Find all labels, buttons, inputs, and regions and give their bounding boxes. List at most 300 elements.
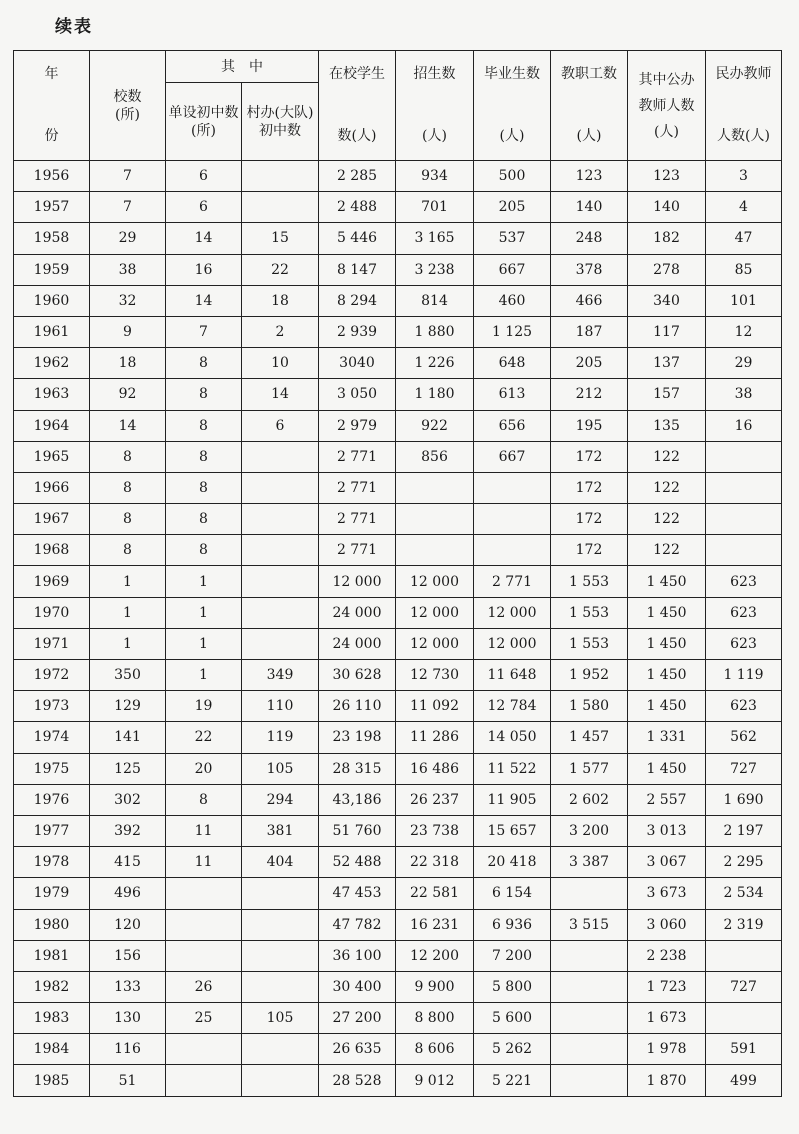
cell-village-junior: 6 (242, 410, 319, 441)
cell-year: 1981 (14, 940, 90, 971)
cell-enrollment: 23 738 (396, 815, 474, 846)
cell-single-junior: 1 (166, 597, 242, 628)
header-schools-line1: 校数 (113, 88, 142, 105)
cell-year: 1966 (14, 472, 90, 503)
cell-single-junior: 8 (166, 441, 242, 472)
header-grads (474, 51, 551, 161)
cell-village-junior: 18 (242, 285, 319, 316)
cell-enrollment: 814 (396, 285, 474, 316)
cell-enrollment: 701 (396, 192, 474, 223)
header-schools-line2: (所) (115, 106, 140, 123)
cell-year: 1963 (14, 379, 90, 410)
cell-staff: 172 (551, 535, 628, 566)
cell-enrollment: 922 (396, 410, 474, 441)
cell-village-junior: 110 (242, 691, 319, 722)
cell-schools: 14 (90, 410, 166, 441)
cell-single-junior: 19 (166, 691, 242, 722)
cell-private-teachers: 2 197 (706, 815, 782, 846)
cell-private-teachers: 1 119 (706, 660, 782, 691)
cell-village-junior: 10 (242, 348, 319, 379)
cell-students: 27 200 (319, 1003, 396, 1034)
cell-single-junior: 6 (166, 192, 242, 223)
cell-year: 1957 (14, 192, 90, 223)
cell-schools: 32 (90, 285, 166, 316)
cell-single-junior (166, 940, 242, 971)
cell-single-junior (166, 909, 242, 940)
cell-graduates: 460 (474, 285, 551, 316)
cell-students: 8 147 (319, 254, 396, 285)
cell-graduates: 537 (474, 223, 551, 254)
cell-schools: 350 (90, 660, 166, 691)
cell-staff: 378 (551, 254, 628, 285)
cell-village-junior (242, 441, 319, 472)
cell-students: 3 050 (319, 379, 396, 410)
cell-public-teachers: 340 (628, 285, 706, 316)
cell-private-teachers: 38 (706, 379, 782, 410)
cell-staff: 1 457 (551, 722, 628, 753)
cell-private-teachers: 623 (706, 691, 782, 722)
cell-single-junior: 8 (166, 410, 242, 441)
cell-staff: 1 553 (551, 628, 628, 659)
cell-single-junior: 11 (166, 815, 242, 846)
cell-private-teachers: 2 534 (706, 878, 782, 909)
cell-public-teachers: 3 673 (628, 878, 706, 909)
cell-year: 1984 (14, 1034, 90, 1065)
cell-graduates: 15 657 (474, 815, 551, 846)
cell-public-teachers: 122 (628, 504, 706, 535)
cell-public-teachers: 135 (628, 410, 706, 441)
cell-year: 1959 (14, 254, 90, 285)
cell-staff: 205 (551, 348, 628, 379)
cell-private-teachers: 4 (706, 192, 782, 223)
cell-private-teachers (706, 940, 782, 971)
cell-enrollment: 11 092 (396, 691, 474, 722)
cell-staff: 248 (551, 223, 628, 254)
cell-staff (551, 878, 628, 909)
table-row (14, 161, 782, 192)
cell-schools: 29 (90, 223, 166, 254)
cell-schools: 302 (90, 784, 166, 815)
cell-single-junior: 1 (166, 660, 242, 691)
cell-public-teachers: 1 450 (628, 691, 706, 722)
cell-students: 12 000 (319, 566, 396, 597)
cell-private-teachers: 562 (706, 722, 782, 753)
cell-enrollment: 1 880 (396, 316, 474, 347)
table-row (14, 410, 782, 441)
cell-village-junior (242, 878, 319, 909)
cell-public-teachers: 1 450 (628, 753, 706, 784)
cell-graduates: 613 (474, 379, 551, 410)
cell-village-junior (242, 909, 319, 940)
header-grads-line2: (人) (499, 127, 525, 144)
cell-enrollment: 26 237 (396, 784, 474, 815)
cell-single-junior: 1 (166, 628, 242, 659)
header-private-line2: 人数(人) (717, 127, 770, 144)
cell-private-teachers: 727 (706, 753, 782, 784)
table-row (14, 348, 782, 379)
cell-staff (551, 940, 628, 971)
cell-enrollment (396, 535, 474, 566)
table-row (14, 566, 782, 597)
header-public-line3: (人) (654, 123, 679, 140)
header-staff (551, 51, 628, 161)
cell-year: 1972 (14, 660, 90, 691)
table-row (14, 753, 782, 784)
cell-year: 1983 (14, 1003, 90, 1034)
table-row (14, 909, 782, 940)
cell-single-junior: 8 (166, 348, 242, 379)
cell-public-teachers: 1 673 (628, 1003, 706, 1034)
header-year-top: 年 (44, 65, 59, 82)
table-row (14, 971, 782, 1002)
cell-students: 3040 (319, 348, 396, 379)
cell-private-teachers: 2 319 (706, 909, 782, 940)
cell-public-teachers: 137 (628, 348, 706, 379)
cell-students: 52 488 (319, 847, 396, 878)
cell-single-junior (166, 1065, 242, 1096)
cell-enrollment: 856 (396, 441, 474, 472)
table-row (14, 628, 782, 659)
cell-graduates: 7 200 (474, 940, 551, 971)
cell-village-junior: 22 (242, 254, 319, 285)
cell-graduates: 667 (474, 441, 551, 472)
header-students (319, 51, 396, 161)
cell-schools: 1 (90, 628, 166, 659)
cell-public-teachers: 157 (628, 379, 706, 410)
cell-enrollment: 9 900 (396, 971, 474, 1002)
cell-public-teachers: 117 (628, 316, 706, 347)
table-row (14, 192, 782, 223)
cell-village-junior: 404 (242, 847, 319, 878)
cell-village-junior (242, 535, 319, 566)
cell-students: 2 939 (319, 316, 396, 347)
header-among: 其 中 (166, 51, 319, 83)
cell-students: 2 771 (319, 504, 396, 535)
cell-single-junior: 11 (166, 847, 242, 878)
cell-year: 1960 (14, 285, 90, 316)
table-row (14, 285, 782, 316)
cell-public-teachers: 1 331 (628, 722, 706, 753)
cell-village-junior (242, 504, 319, 535)
cell-staff: 172 (551, 504, 628, 535)
cell-private-teachers: 591 (706, 1034, 782, 1065)
cell-single-junior: 1 (166, 566, 242, 597)
cell-enrollment: 11 286 (396, 722, 474, 753)
cell-graduates: 20 418 (474, 847, 551, 878)
header-public-line2: 教师人数 (638, 97, 695, 114)
cell-single-junior: 8 (166, 379, 242, 410)
cell-students: 2 771 (319, 472, 396, 503)
table-caption: 续表 (55, 17, 93, 37)
cell-year: 1967 (14, 504, 90, 535)
cell-enrollment: 12 200 (396, 940, 474, 971)
table-row (14, 535, 782, 566)
table-row (14, 316, 782, 347)
cell-single-junior: 7 (166, 316, 242, 347)
cell-schools: 1 (90, 597, 166, 628)
cell-year: 1958 (14, 223, 90, 254)
cell-village-junior: 381 (242, 815, 319, 846)
cell-graduates: 12 000 (474, 597, 551, 628)
cell-year: 1980 (14, 909, 90, 940)
cell-graduates: 6 936 (474, 909, 551, 940)
cell-year: 1962 (14, 348, 90, 379)
cell-single-junior (166, 1034, 242, 1065)
cell-public-teachers: 122 (628, 472, 706, 503)
cell-graduates (474, 504, 551, 535)
cell-students: 26 635 (319, 1034, 396, 1065)
cell-village-junior: 294 (242, 784, 319, 815)
cell-public-teachers: 1 870 (628, 1065, 706, 1096)
cell-schools: 120 (90, 909, 166, 940)
cell-year: 1985 (14, 1065, 90, 1096)
cell-enrollment: 1 226 (396, 348, 474, 379)
cell-staff (551, 1034, 628, 1065)
cell-graduates: 2 771 (474, 566, 551, 597)
table-row (14, 441, 782, 472)
cell-schools: 130 (90, 1003, 166, 1034)
header-year (14, 51, 90, 161)
header-enroll (396, 51, 474, 161)
header-village-junior: 村办(大队)初中数 (242, 83, 319, 161)
cell-graduates: 11 905 (474, 784, 551, 815)
header-staff-line2: (人) (576, 127, 602, 144)
cell-single-junior: 22 (166, 722, 242, 753)
cell-enrollment: 12 000 (396, 597, 474, 628)
cell-graduates: 500 (474, 161, 551, 192)
cell-year: 1979 (14, 878, 90, 909)
cell-schools: 116 (90, 1034, 166, 1065)
cell-single-junior: 25 (166, 1003, 242, 1034)
cell-private-teachers: 29 (706, 348, 782, 379)
cell-schools: 8 (90, 504, 166, 535)
cell-private-teachers (706, 535, 782, 566)
cell-students: 2 488 (319, 192, 396, 223)
cell-public-teachers: 2 557 (628, 784, 706, 815)
cell-schools: 415 (90, 847, 166, 878)
cell-public-teachers: 3 067 (628, 847, 706, 878)
cell-schools: 125 (90, 753, 166, 784)
cell-enrollment: 8 800 (396, 1003, 474, 1034)
cell-private-teachers: 47 (706, 223, 782, 254)
cell-students: 47 453 (319, 878, 396, 909)
cell-private-teachers: 623 (706, 566, 782, 597)
cell-enrollment: 22 581 (396, 878, 474, 909)
cell-year: 1961 (14, 316, 90, 347)
cell-public-teachers: 1 723 (628, 971, 706, 1002)
table-row (14, 847, 782, 878)
cell-single-junior: 6 (166, 161, 242, 192)
cell-single-junior: 8 (166, 535, 242, 566)
cell-village-junior (242, 940, 319, 971)
cell-schools: 8 (90, 535, 166, 566)
cell-graduates: 6 154 (474, 878, 551, 909)
cell-staff: 195 (551, 410, 628, 441)
cell-village-junior: 105 (242, 1003, 319, 1034)
cell-enrollment: 3 238 (396, 254, 474, 285)
cell-staff (551, 971, 628, 1002)
cell-staff: 1 580 (551, 691, 628, 722)
cell-schools: 1 (90, 566, 166, 597)
cell-public-teachers: 182 (628, 223, 706, 254)
cell-schools: 92 (90, 379, 166, 410)
cell-students: 28 315 (319, 753, 396, 784)
cell-private-teachers: 2 295 (706, 847, 782, 878)
cell-graduates: 667 (474, 254, 551, 285)
table-row (14, 722, 782, 753)
cell-students: 36 100 (319, 940, 396, 971)
cell-schools: 156 (90, 940, 166, 971)
cell-public-teachers: 1 978 (628, 1034, 706, 1065)
cell-year: 1969 (14, 566, 90, 597)
cell-graduates: 5 262 (474, 1034, 551, 1065)
cell-staff (551, 1065, 628, 1096)
cell-staff: 123 (551, 161, 628, 192)
cell-enrollment: 1 180 (396, 379, 474, 410)
statistics-table (13, 50, 782, 1097)
cell-staff: 172 (551, 472, 628, 503)
header-students-line2: 数(人) (337, 127, 377, 144)
cell-single-junior: 16 (166, 254, 242, 285)
cell-graduates: 11 648 (474, 660, 551, 691)
cell-year: 1968 (14, 535, 90, 566)
table-row (14, 815, 782, 846)
cell-schools: 8 (90, 472, 166, 503)
cell-village-junior: 105 (242, 753, 319, 784)
cell-village-junior (242, 1034, 319, 1065)
cell-graduates: 5 800 (474, 971, 551, 1002)
cell-staff: 466 (551, 285, 628, 316)
cell-public-teachers: 123 (628, 161, 706, 192)
cell-staff: 1 553 (551, 597, 628, 628)
cell-staff: 3 387 (551, 847, 628, 878)
table-row (14, 472, 782, 503)
cell-private-teachers (706, 504, 782, 535)
cell-staff: 2 602 (551, 784, 628, 815)
cell-private-teachers: 85 (706, 254, 782, 285)
table-row (14, 660, 782, 691)
cell-graduates: 11 522 (474, 753, 551, 784)
cell-graduates (474, 535, 551, 566)
table-row (14, 379, 782, 410)
cell-staff: 212 (551, 379, 628, 410)
table-row (14, 254, 782, 285)
cell-village-junior: 14 (242, 379, 319, 410)
cell-students: 47 782 (319, 909, 396, 940)
cell-enrollment: 12 000 (396, 628, 474, 659)
table-row (14, 223, 782, 254)
cell-staff: 3 515 (551, 909, 628, 940)
cell-schools: 133 (90, 971, 166, 1002)
cell-enrollment: 16 486 (396, 753, 474, 784)
cell-enrollment: 8 606 (396, 1034, 474, 1065)
header-public-line1: 其中公办 (638, 71, 695, 88)
cell-students: 28 528 (319, 1065, 396, 1096)
cell-graduates: 205 (474, 192, 551, 223)
cell-schools: 7 (90, 192, 166, 223)
cell-graduates: 656 (474, 410, 551, 441)
header-private-line1: 民办教师 (715, 65, 772, 82)
cell-schools: 141 (90, 722, 166, 753)
cell-village-junior (242, 472, 319, 503)
cell-staff: 187 (551, 316, 628, 347)
cell-village-junior (242, 1065, 319, 1096)
header-schools (90, 51, 166, 161)
cell-students: 2 285 (319, 161, 396, 192)
cell-year: 1982 (14, 971, 90, 1002)
cell-students: 43,186 (319, 784, 396, 815)
cell-graduates (474, 472, 551, 503)
cell-students: 2 771 (319, 535, 396, 566)
cell-schools: 496 (90, 878, 166, 909)
cell-public-teachers: 140 (628, 192, 706, 223)
header-students-line1: 在校学生 (329, 65, 385, 82)
cell-year: 1974 (14, 722, 90, 753)
table-row (14, 691, 782, 722)
cell-enrollment: 16 231 (396, 909, 474, 940)
cell-public-teachers: 3 060 (628, 909, 706, 940)
cell-enrollment (396, 504, 474, 535)
table-row (14, 597, 782, 628)
cell-enrollment (396, 472, 474, 503)
cell-schools: 8 (90, 441, 166, 472)
cell-staff: 1 952 (551, 660, 628, 691)
cell-year: 1965 (14, 441, 90, 472)
cell-schools: 51 (90, 1065, 166, 1096)
cell-graduates: 5 600 (474, 1003, 551, 1034)
cell-private-teachers (706, 441, 782, 472)
cell-students: 2 979 (319, 410, 396, 441)
cell-schools: 129 (90, 691, 166, 722)
cell-public-teachers: 3 013 (628, 815, 706, 846)
cell-public-teachers: 122 (628, 535, 706, 566)
table-row (14, 504, 782, 535)
cell-single-junior: 14 (166, 285, 242, 316)
cell-students: 30 400 (319, 971, 396, 1002)
cell-year: 1956 (14, 161, 90, 192)
cell-private-teachers: 1 690 (706, 784, 782, 815)
cell-students: 24 000 (319, 597, 396, 628)
header-single-junior: 单设初中数(所) (166, 83, 242, 161)
cell-year: 1975 (14, 753, 90, 784)
cell-village-junior: 2 (242, 316, 319, 347)
cell-single-junior: 8 (166, 784, 242, 815)
cell-single-junior: 14 (166, 223, 242, 254)
cell-year: 1977 (14, 815, 90, 846)
cell-private-teachers: 623 (706, 628, 782, 659)
header-public-teachers (628, 51, 706, 161)
header-year-bottom: 份 (44, 127, 59, 144)
cell-year: 1973 (14, 691, 90, 722)
cell-public-teachers: 278 (628, 254, 706, 285)
cell-village-junior: 15 (242, 223, 319, 254)
cell-single-junior: 8 (166, 472, 242, 503)
cell-staff: 1 577 (551, 753, 628, 784)
cell-students: 23 198 (319, 722, 396, 753)
cell-village-junior: 119 (242, 722, 319, 753)
cell-enrollment: 12 730 (396, 660, 474, 691)
cell-schools: 392 (90, 815, 166, 846)
cell-staff: 3 200 (551, 815, 628, 846)
table-row (14, 1003, 782, 1034)
cell-public-teachers: 1 450 (628, 566, 706, 597)
cell-enrollment: 12 000 (396, 566, 474, 597)
table-row (14, 940, 782, 971)
cell-single-junior: 8 (166, 504, 242, 535)
cell-graduates: 648 (474, 348, 551, 379)
cell-schools: 18 (90, 348, 166, 379)
cell-year: 1971 (14, 628, 90, 659)
